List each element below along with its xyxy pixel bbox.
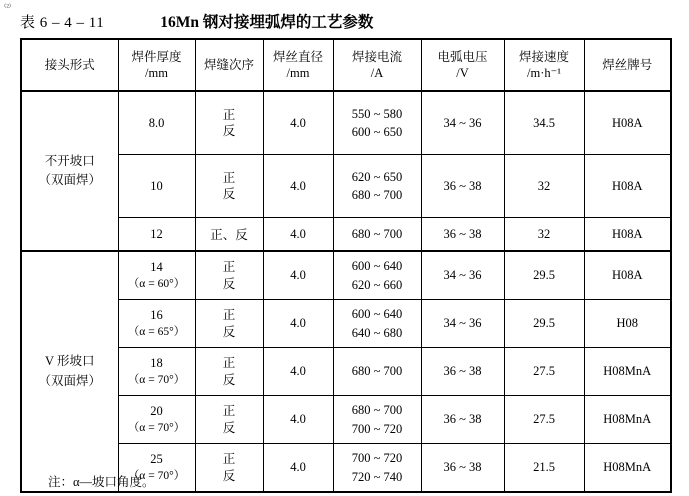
cell-wire-brand: H08A — [584, 251, 671, 300]
cell-wire-brand: H08 — [584, 300, 671, 348]
cell-thickness: 12 — [118, 218, 195, 252]
cell-current — [333, 396, 421, 444]
thickness-value: 16 — [150, 308, 163, 323]
thickness-value: 8.0 — [148, 115, 165, 130]
cell-speed: 32 — [504, 218, 584, 252]
sequence-front: 正 — [222, 452, 236, 466]
cell-current: 680 ~ 700 — [333, 218, 421, 252]
sequence-front: 正 — [222, 260, 236, 274]
header-speed-line2: /m·h⁻¹ — [527, 66, 561, 80]
header-speed-line1: 焊接速度 — [518, 50, 569, 64]
current-line1: 600 ~ 640 — [351, 259, 403, 274]
current-line2: 700 ~ 720 — [351, 421, 403, 436]
thickness-angle: （α = 65°） — [127, 326, 186, 339]
cell-diameter: 4.0 — [263, 251, 333, 300]
header-speed — [504, 39, 584, 91]
table-row — [21, 300, 671, 348]
cell-diameter: 4.0 — [263, 155, 333, 218]
header-current-line2: /A — [370, 66, 384, 80]
cell-current — [333, 251, 421, 300]
sequence-front: 正 — [222, 404, 236, 418]
group-label-line2: （双面焊） — [38, 373, 101, 388]
cell-speed: 21.5 — [504, 444, 584, 493]
header-current — [333, 39, 421, 91]
table-number: 表 6 – 4 – 11 — [20, 15, 105, 31]
cell-thickness — [118, 348, 195, 396]
current-line2: 620 ~ 660 — [351, 277, 403, 292]
sequence-back: 反 — [222, 187, 236, 201]
cell-sequence — [195, 155, 263, 218]
current-line1: 680 ~ 700 — [351, 403, 403, 418]
current-line1: 700 ~ 720 — [351, 451, 403, 466]
table-body — [21, 91, 671, 492]
current-line1: 600 ~ 640 — [351, 307, 403, 322]
cell-speed: 34.5 — [504, 91, 584, 155]
header-thickness — [118, 39, 195, 91]
cell-speed: 32 — [504, 155, 584, 218]
table-row — [21, 91, 671, 155]
cell-diameter: 4.0 — [263, 91, 333, 155]
cell-voltage: 36 ~ 38 — [421, 396, 504, 444]
group-label-line1: V 形坡口 — [45, 354, 95, 369]
cell-speed: 27.5 — [504, 348, 584, 396]
corner-mark: ⁽²⁾ — [4, 2, 12, 12]
header-joint-type-line1: 接头形式 — [44, 58, 95, 72]
header-wire-diameter-line1: 焊丝直径 — [272, 50, 323, 64]
cell-current: 680 ~ 700 — [333, 348, 421, 396]
thickness-angle: （α = 70°） — [127, 470, 186, 483]
welding-parameters-table — [20, 38, 672, 493]
cell-current — [333, 91, 421, 155]
sequence-back: 反 — [222, 324, 236, 339]
current-line1: 620 ~ 650 — [351, 169, 403, 184]
cell-wire-brand: H08A — [584, 218, 671, 252]
cell-current — [333, 155, 421, 218]
sequence-front: 正 — [222, 107, 236, 122]
thickness-value: 18 — [150, 356, 163, 371]
sequence-front: 正 — [222, 356, 236, 370]
thickness-angle: （α = 70°） — [127, 374, 186, 387]
cell-voltage: 34 ~ 36 — [421, 300, 504, 348]
cell-thickness — [118, 300, 195, 348]
thickness-value: 20 — [150, 404, 163, 419]
cell-diameter: 4.0 — [263, 348, 333, 396]
group-label-v-groove — [21, 251, 118, 492]
current-line2: 640 ~ 680 — [351, 325, 403, 340]
header-voltage-line2: /V — [456, 66, 469, 80]
table-note: 注：α—坡口角度。 — [48, 475, 155, 489]
cell-current — [333, 444, 421, 493]
header-wire-brand — [584, 39, 671, 91]
table-row — [21, 218, 671, 252]
cell-current — [333, 300, 421, 348]
table-caption: 16Mn 钢对接埋弧焊的工艺参数 — [160, 14, 374, 31]
group-label-line1: 不开坡口 — [44, 153, 95, 168]
sequence-back: 反 — [222, 372, 236, 387]
cell-diameter: 4.0 — [263, 218, 333, 252]
header-thickness-line1: 焊件厚度 — [131, 50, 182, 64]
cell-speed: 29.5 — [504, 300, 584, 348]
cell-diameter: 4.0 — [263, 396, 333, 444]
cell-sequence — [195, 444, 263, 493]
cell-voltage: 36 ~ 38 — [421, 348, 504, 396]
cell-voltage: 36 ~ 38 — [421, 444, 504, 493]
sequence-back: 反 — [222, 276, 236, 291]
thickness-angle: （α = 70°） — [127, 422, 186, 435]
cell-thickness — [118, 91, 195, 155]
table-row — [21, 348, 671, 396]
table-row — [21, 251, 671, 300]
cell-wire-brand: H08MnA — [584, 348, 671, 396]
table-container — [20, 38, 670, 493]
cell-voltage: 34 ~ 36 — [421, 91, 504, 155]
cell-thickness — [118, 251, 195, 300]
sequence-back: 反 — [222, 468, 236, 483]
sequence-front: 正 — [222, 170, 236, 185]
group-label-no-groove — [21, 91, 118, 251]
header-weld-sequence — [195, 39, 263, 91]
cell-sequence — [195, 300, 263, 348]
table-title — [20, 10, 670, 32]
thickness-value: 10 — [150, 178, 163, 193]
thickness-value: 14 — [150, 260, 163, 275]
cell-sequence — [195, 348, 263, 396]
cell-wire-brand: H08MnA — [584, 444, 671, 493]
header-current-line1: 焊接电流 — [351, 50, 402, 64]
header-voltage — [421, 39, 504, 91]
header-thickness-line2: /mm — [145, 66, 168, 80]
thickness-value: 25 — [150, 452, 163, 467]
table-row — [21, 396, 671, 444]
cell-thickness — [118, 155, 195, 218]
header-joint-type — [21, 39, 118, 91]
group-label-line2: （双面焊） — [38, 173, 101, 187]
cell-speed: 29.5 — [504, 251, 584, 300]
cell-thickness — [118, 396, 195, 444]
current-line2: 600 ~ 650 — [351, 125, 403, 139]
current-line2: 720 ~ 740 — [351, 469, 403, 484]
cell-wire-brand: H08A — [584, 155, 671, 218]
current-line1: 550 ~ 580 — [351, 106, 403, 121]
header-weld-sequence-line1: 焊缝次序 — [203, 58, 254, 72]
cell-diameter: 4.0 — [263, 300, 333, 348]
header-wire-diameter — [263, 39, 333, 91]
cell-wire-brand: H08MnA — [584, 396, 671, 444]
cell-wire-brand: H08A — [584, 91, 671, 155]
cell-voltage: 36 ~ 38 — [421, 155, 504, 218]
sequence-back: 反 — [222, 124, 236, 138]
cell-sequence — [195, 91, 263, 155]
table-row — [21, 155, 671, 218]
sequence-front: 正 — [222, 308, 236, 322]
header-wire-diameter-line2: /mm — [286, 66, 310, 80]
cell-sequence: 正、反 — [195, 218, 263, 252]
header-wire-brand-line1: 焊丝牌号 — [602, 58, 653, 72]
cell-sequence — [195, 396, 263, 444]
table-header-row — [21, 39, 671, 91]
cell-voltage: 36 ~ 38 — [421, 218, 504, 252]
thickness-angle: （α = 60°） — [127, 278, 186, 291]
cell-speed: 27.5 — [504, 396, 584, 444]
sequence-back: 反 — [222, 420, 236, 435]
cell-sequence — [195, 251, 263, 300]
current-line2: 680 ~ 700 — [351, 188, 403, 202]
cell-diameter: 4.0 — [263, 444, 333, 493]
cell-voltage: 34 ~ 36 — [421, 251, 504, 300]
header-voltage-line1: 电弧电压 — [437, 50, 488, 64]
